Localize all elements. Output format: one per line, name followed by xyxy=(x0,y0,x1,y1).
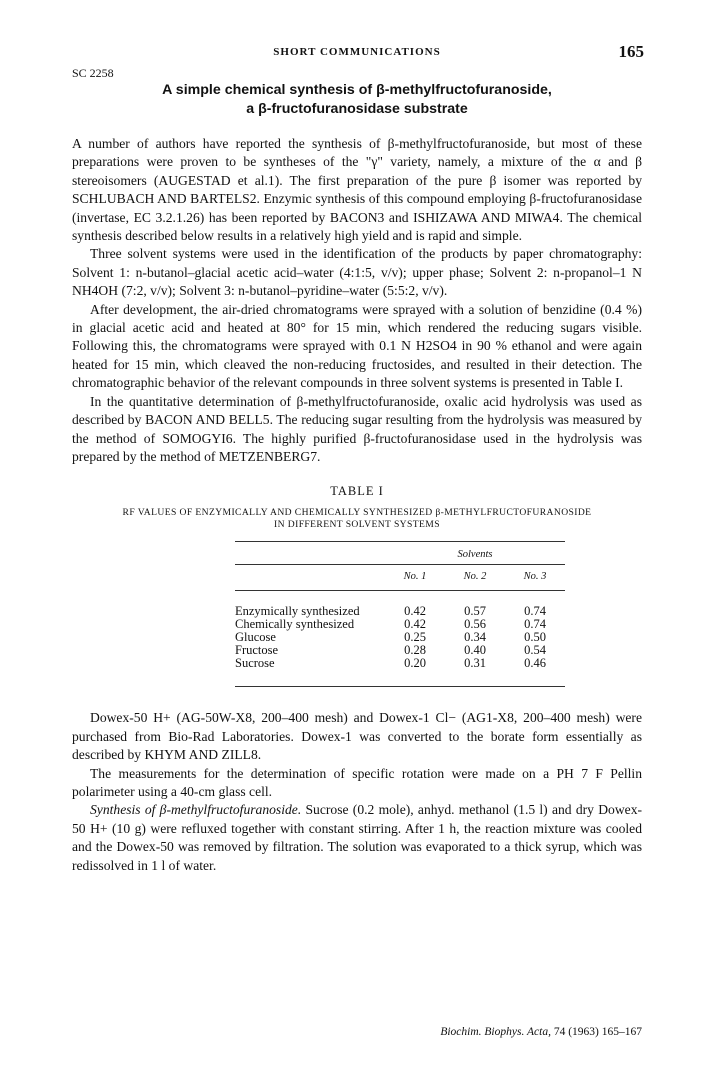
table-row xyxy=(235,618,565,631)
journal-volume-pages: 74 (1963) 165–167 xyxy=(553,1026,642,1038)
paragraph-synthesis xyxy=(72,801,642,875)
page-header xyxy=(72,40,642,62)
table-cell: 0.28 xyxy=(404,643,426,658)
row-label: Chemically synthesized xyxy=(235,617,355,632)
table-cell: 0.74 xyxy=(524,617,546,632)
article-body-methods xyxy=(72,709,642,875)
table-cell: 0.54 xyxy=(524,643,546,658)
table-caption xyxy=(72,507,642,531)
table-group-header: Solvents xyxy=(457,549,493,561)
paragraph-quantitative: In the quantitative determination of β-methylfructofuranoside, oxalic acid hydrolysis was used as described by BACON AND BELL5. The reducing sugar resulting from the hydrolysis was measured by the method of SOMOGYI6. The highly purified β-fructofuranosidase used in the hydrolysis was prepared by the method of METZENBERG7. xyxy=(72,393,642,464)
title-line-2: a β-fructofuranosidase substrate xyxy=(246,101,468,117)
table-cell: 0.57 xyxy=(464,604,486,619)
table-row xyxy=(235,644,565,657)
synthesis-text: Sucrose (0.2 mole), anhyd. methanol (1.5 l) and dry Dowex-50 H+ (10 g) were refluxed together with constant stirring. After 1 h, the reaction mixture was cooled and the Dowex-50 was removed by filtration. The solution was evaporated to a thick syrup, which was redissolved in 1 l of water. xyxy=(72,802,643,873)
table-number: TABLE I xyxy=(330,484,384,499)
table-row xyxy=(235,657,565,670)
table-cell: 0.46 xyxy=(524,656,546,671)
table-cell: 0.42 xyxy=(404,604,426,619)
table-cell: 0.20 xyxy=(404,656,426,671)
page-number: 165 xyxy=(618,42,644,61)
table-column-header: No. 3 xyxy=(523,571,547,583)
paragraph-solvents: Three solvent systems were used in the identification of the products by paper chromatography: Solvent 1: n-butanol–glacial acetic acid–water (4:1:5, v/v); upper phase; Solvent 2: n-propanol–1 N NH4OH (7:2, v/v); Solvent 3: n-butanol–pyridine–water (5:5:2, v/v). xyxy=(72,246,642,299)
table-cell: 0.50 xyxy=(524,630,546,645)
table-cell: 0.56 xyxy=(464,617,486,632)
table-column-header: No. 1 xyxy=(403,571,427,583)
table-cell: 0.34 xyxy=(464,630,486,645)
paragraph-polarimeter: The measurements for the determination of specific rotation were made on a PH 7 F Pellin polarimeter using a 40-cm glass cell. xyxy=(72,765,642,799)
row-label: Fructose xyxy=(235,643,279,658)
row-label: Glucose xyxy=(235,630,276,645)
paragraph-intro: A number of authors have reported the synthesis of β-methylfructofuranoside, but most of these preparations were proven to be syntheses of the "γ" variety, namely, a mixture of the α and β stereoisomers (AUGESTAD et al.1). The first preparation of the pure β isomer was reported by SCHLUBACH AND BARTELS2. Enzymic synthesis of this compound employing β-fructofuranosidase (invertase, EC 3.2.1.26) has been reported by BACON3 and ISHIZAWA AND MIWA4. The chemical synthesis described below results in a relatively high yield and is rapid and simple. xyxy=(72,136,642,244)
synthesis-heading: Synthesis of β-methylfructofuranoside. xyxy=(90,802,302,818)
paragraph-development: After development, the air-dried chromatograms were sprayed with a solution of benzidine (0.4 %) in glacial acetic acid and heated at 80° for 15 min, which rendered the reducing sugars visible. Following this, the chromatograms were sprayed with 0.1 N H2SO4 in 90 % ethanol and were again heated for 15 min, which cleaved the non-reducing fructosides, and resulted in their detection. The chromatographic behavior of the relevant compounds in three solvent systems is presented in Table I. xyxy=(72,301,642,391)
table-wrapper xyxy=(235,541,565,687)
running-head: SHORT COMMUNICATIONS xyxy=(273,46,441,58)
sc-code: SC 2258 xyxy=(72,66,114,80)
journal-page xyxy=(72,40,642,1050)
table-cell: 0.25 xyxy=(404,630,426,645)
article-title xyxy=(72,81,642,119)
table-cell: 0.74 xyxy=(524,604,546,619)
table-cell: 0.31 xyxy=(464,656,486,671)
table-cell: 0.40 xyxy=(464,643,486,658)
journal-name: Biochim. Biophys. Acta, xyxy=(440,1026,551,1038)
row-label: Sucrose xyxy=(235,656,275,671)
table-row xyxy=(235,631,565,644)
table-i xyxy=(72,484,642,687)
article-body-intro xyxy=(72,135,642,466)
row-label: Enzymically synthesized xyxy=(235,604,360,619)
table-header-row xyxy=(235,567,565,591)
table-caption-line-2: IN DIFFERENT SOLVENT SYSTEMS xyxy=(274,519,440,531)
journal-citation xyxy=(440,1026,642,1038)
table-cell: 0.42 xyxy=(404,617,426,632)
table-caption-line-1: RF VALUES OF ENZYMICALLY AND CHEMICALLY SYNTHESIZED β-METHYLFRUCTOFURANOSIDE xyxy=(122,507,592,519)
rf-values-table xyxy=(235,541,565,687)
table-column-header: No. 2 xyxy=(463,571,487,583)
paragraph-materials: Dowex-50 H+ (AG-50W-X8, 200–400 mesh) and Dowex-1 Cl− (AG1-X8, 200–400 mesh) were purchased from Bio-Rad Laboratories. Dowex-1 was converted to the borate form essentially as described by KHYM AND ZILL8. xyxy=(72,710,642,763)
title-line-1: A simple chemical synthesis of β-methylfructofuranoside, xyxy=(162,82,552,98)
